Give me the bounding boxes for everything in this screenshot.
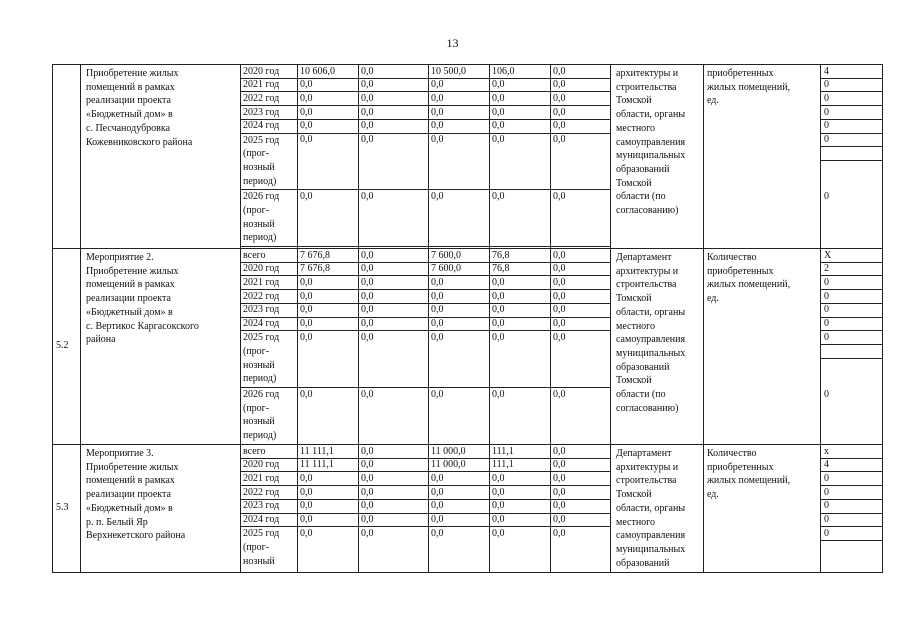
year-label: 2021 год (243, 276, 280, 288)
value-cell: 11 000,0 (431, 445, 466, 457)
value-cell: 0,0 (300, 500, 313, 512)
year-label-line: (прог- (243, 402, 270, 414)
indicator-row-border (820, 513, 883, 514)
value-cell: 0,0 (431, 120, 444, 132)
value-cell: 0,0 (492, 500, 505, 512)
value-cell: 0,0 (553, 527, 566, 539)
value-cell: 0,0 (361, 79, 374, 91)
section-number: 5.3 (56, 502, 69, 513)
indicator-value: 0 (824, 304, 829, 316)
year-label-line: 2026 год (243, 389, 280, 400)
measure-title-line: реализации проекта (86, 489, 171, 501)
value-cell: 0,0 (431, 472, 444, 484)
indicator-row-border (820, 160, 883, 161)
year-label-line: 2025 год (243, 528, 280, 540)
indicator-value: 2 (824, 263, 829, 275)
indicator-value: x (824, 445, 829, 457)
measure-title-line: реализации проекта (86, 293, 171, 305)
value-cell: 0,0 (492, 190, 505, 202)
measure-title-line: с. Вертикос Каргасокского (86, 320, 199, 332)
measure-title-line: Приобретение жилых (86, 68, 179, 79)
value-cell: 0,0 (361, 92, 374, 104)
value-cell: 0,0 (553, 445, 566, 457)
value-cell: 0,0 (300, 514, 313, 525)
value-cell: 0,0 (431, 486, 444, 498)
value-cell: 0,0 (492, 79, 505, 91)
value-cell: 0,0 (553, 514, 566, 525)
column-border (610, 64, 611, 572)
year-label-line: период) (243, 373, 277, 385)
year-label: 2023 год (243, 500, 280, 512)
value-cell: 10 606,0 (300, 65, 335, 77)
indicator-row-border (820, 317, 883, 318)
indicator-row-border (820, 262, 883, 263)
measure-title-line: «Бюджетный дом» в (86, 502, 173, 514)
indicator-row-border (820, 146, 883, 147)
value-cell: 0,0 (300, 79, 313, 91)
value-cell: 7 676,8 (300, 263, 330, 275)
value-cell: 0,0 (300, 134, 313, 145)
value-cell: 0,0 (431, 388, 444, 400)
indicator-value: 0 (824, 472, 829, 484)
value-cell: 0,0 (300, 388, 313, 400)
indicator-row-border (820, 78, 883, 79)
executor-line: области, органы (616, 109, 686, 121)
value-cell: 0,0 (300, 331, 313, 343)
column-border (550, 64, 551, 572)
indicator-value: 0 (824, 486, 829, 498)
executor-line: самоуправления (616, 136, 686, 148)
value-cell: 0,0 (492, 318, 505, 329)
indicator-value: 0 (824, 79, 829, 91)
executor-line: архитектуры и (616, 461, 679, 473)
year-label: 2021 год (243, 472, 280, 484)
indicator-value: 0 (824, 92, 829, 104)
table-bottom-border (52, 572, 883, 573)
value-cell: 0,0 (431, 500, 444, 512)
executor-line: Департамент (616, 448, 672, 459)
executor-line: Томской (616, 95, 652, 107)
measure-title-line: р. п. Белый Яр (86, 516, 148, 528)
year-label-line: 2026 год (243, 191, 280, 203)
year-label: всего (243, 445, 266, 457)
value-cell: 0,0 (361, 331, 374, 343)
measure-title-line: Мероприятие 3. (86, 448, 154, 459)
indicator-value: 0 (824, 190, 829, 202)
value-cell: 0,0 (553, 120, 566, 132)
measure-title-line: района (86, 334, 116, 346)
executor-line: Томской (616, 293, 652, 305)
value-cell: 0,0 (492, 388, 505, 400)
executor-line: согласованию) (616, 205, 679, 216)
value-cell: 111,1 (492, 445, 514, 457)
indicator-row-border (820, 358, 883, 359)
value-cell: 11 111,1 (300, 459, 334, 471)
value-cell: 0,0 (361, 134, 374, 145)
year-label-line: (прог- (243, 148, 270, 160)
year-label: 2021 год (243, 79, 280, 91)
value-cell: 7 676,8 (300, 249, 330, 261)
value-cell: 0,0 (361, 514, 374, 525)
value-cell: 0,0 (492, 134, 505, 145)
value-cell: 0,0 (300, 276, 313, 288)
indicator-value: 0 (824, 514, 829, 525)
table-top-border (52, 64, 883, 65)
value-cell: 0,0 (361, 290, 374, 302)
executor-line: области (по (616, 389, 666, 400)
indicator-value: 0 (824, 276, 829, 288)
indicator-value: 0 (824, 290, 829, 302)
indicator-value: 0 (824, 106, 829, 118)
measure-title-line: «Бюджетный дом» в (86, 306, 173, 318)
column-border (489, 64, 490, 572)
value-cell: 0,0 (361, 500, 374, 512)
year-label-line: нозный (243, 416, 275, 428)
indicator-row-border (820, 119, 883, 120)
executor-line: самоуправления (616, 530, 686, 542)
value-cell: 76,8 (492, 263, 510, 275)
value-cell: 0,0 (492, 276, 505, 288)
value-cell: 10 500,0 (431, 65, 466, 77)
indicator-row-border (820, 91, 883, 92)
indicator-name-line: ед. (707, 95, 719, 107)
column-border (52, 64, 53, 572)
value-cell: 106,0 (492, 65, 515, 77)
value-cell: 111,1 (492, 459, 514, 471)
value-cell: 0,0 (300, 304, 313, 316)
value-cell: 0,0 (492, 331, 505, 343)
indicator-row-border (820, 485, 883, 486)
indicator-row-border (820, 275, 883, 276)
value-cell: 0,0 (361, 486, 374, 498)
executor-line: архитектуры и (616, 68, 679, 79)
measure-title-line: реализации проекта (86, 95, 171, 107)
indicator-name-line: Количество (707, 252, 757, 263)
column-border (80, 64, 81, 572)
value-cell: 0,0 (431, 527, 444, 539)
value-cell: 0,0 (431, 331, 444, 343)
value-cell: 0,0 (361, 459, 374, 471)
value-cell: 0,0 (300, 486, 313, 498)
value-cell: 0,0 (361, 318, 374, 329)
measure-title-line: Верхнекетского района (86, 530, 186, 542)
year-label-line: период) (243, 232, 277, 244)
value-cell: 7 600,0 (431, 249, 461, 261)
value-cell: 0,0 (431, 190, 444, 202)
year-label-line: (прог- (243, 205, 270, 216)
value-cell: 0,0 (553, 486, 566, 498)
executor-line: области, органы (616, 502, 686, 514)
value-cell: 0,0 (431, 106, 444, 118)
year-label: 2022 год (243, 92, 280, 104)
indicator-value: 0 (824, 527, 829, 539)
measure-title-line: с. Песчанодубровка (86, 122, 171, 134)
indicator-name-line: ед. (707, 489, 719, 501)
value-cell: 0,0 (553, 92, 566, 104)
value-cell: 0,0 (361, 304, 374, 316)
indicator-name-line: приобретенных (707, 461, 774, 473)
indicator-name-line: приобретенных (707, 68, 774, 79)
value-cell: 0,0 (361, 263, 374, 275)
indicator-row-border (820, 499, 883, 500)
executor-line: Томской (616, 489, 652, 501)
year-label: 2022 год (243, 290, 280, 302)
executor-line: местного (616, 122, 656, 134)
value-cell: 0,0 (553, 106, 566, 118)
year-label-line: (прог- (243, 541, 270, 553)
row-border (240, 246, 610, 247)
indicator-name-line: ед. (707, 293, 719, 305)
executor-line: местного (616, 516, 656, 528)
value-cell: 0,0 (361, 249, 374, 261)
executor-line: Томской (616, 177, 652, 189)
indicator-value: 0 (824, 331, 829, 343)
executor-line: муниципальных (616, 543, 686, 555)
executor-line: местного (616, 320, 656, 332)
indicator-value: 4 (824, 459, 829, 471)
section-number: 5.2 (56, 340, 69, 351)
value-cell: 0,0 (492, 472, 505, 484)
value-cell: 0,0 (553, 249, 566, 261)
year-label-line: 2025 год (243, 134, 280, 146)
value-cell: 0,0 (361, 276, 374, 288)
executor-line: Томской (616, 375, 652, 387)
executor-line: образований (616, 163, 670, 175)
column-border (882, 64, 883, 572)
value-cell: 0,0 (361, 65, 374, 77)
indicator-name-line: жилых помещений, (707, 81, 791, 93)
value-cell: 0,0 (553, 290, 566, 302)
value-cell: 11 000,0 (431, 459, 466, 471)
measure-title-line: Кожевниковского района (86, 136, 193, 148)
value-cell: 0,0 (553, 331, 566, 343)
year-label: 2023 год (243, 106, 280, 118)
value-cell: 0,0 (300, 318, 313, 329)
year-label: 2024 год (243, 120, 280, 132)
value-cell: 0,0 (361, 527, 374, 539)
column-border (820, 64, 821, 572)
year-label-line: нозный (243, 555, 275, 567)
column-border (358, 64, 359, 572)
page-number: 13 (446, 36, 459, 50)
value-cell: 0,0 (492, 120, 505, 132)
indicator-row-border (820, 344, 883, 345)
indicator-name-line: приобретенных (707, 265, 774, 277)
value-cell: 0,0 (553, 79, 566, 91)
value-cell: 0,0 (492, 304, 505, 316)
value-cell: 0,0 (431, 134, 444, 145)
measure-title-line: Приобретение жилых (86, 461, 179, 473)
executor-line: самоуправления (616, 334, 686, 346)
value-cell: 0,0 (300, 106, 313, 118)
year-label: 2020 год (243, 263, 280, 275)
section-border (52, 444, 883, 445)
indicator-value: 4 (824, 65, 829, 77)
year-label: всего (243, 249, 266, 261)
indicator-row-border (820, 526, 883, 527)
executor-line: строительства (616, 279, 677, 291)
value-cell: 0,0 (431, 304, 444, 316)
value-cell: 0,0 (431, 92, 444, 104)
executor-line: Департамент (616, 252, 672, 263)
indicator-row-border (820, 458, 883, 459)
executor-line: согласованию) (616, 402, 679, 414)
year-label: 2020 год (243, 459, 280, 471)
executor-line: строительства (616, 475, 677, 487)
year-label: 2020 год (243, 65, 280, 77)
value-cell: 0,0 (553, 318, 566, 329)
column-border (428, 64, 429, 572)
value-cell: 0,0 (553, 190, 566, 202)
value-cell: 0,0 (492, 290, 505, 302)
value-cell: 0,0 (361, 190, 374, 202)
measure-title-line: помещений в рамках (86, 279, 175, 291)
executor-line: области, органы (616, 306, 686, 318)
executor-line: муниципальных (616, 150, 686, 162)
year-label-line: 2025 год (243, 332, 280, 344)
value-cell: 0,0 (492, 106, 505, 118)
measure-title-line: помещений в рамках (86, 81, 175, 93)
indicator-row-border (820, 105, 883, 106)
value-cell: 0,0 (431, 79, 444, 91)
indicator-row-border (820, 133, 883, 134)
measure-title-line: Мероприятие 2. (86, 252, 154, 263)
indicator-row-border (820, 540, 883, 541)
year-label-line: период) (243, 430, 277, 442)
value-cell: 0,0 (492, 527, 505, 539)
value-cell: 0,0 (492, 514, 505, 525)
indicator-name-line: Количество (707, 448, 757, 459)
value-cell: 76,8 (492, 249, 510, 261)
year-label-line: нозный (243, 161, 275, 173)
executor-line: образований (616, 557, 670, 569)
indicator-value: 0 (824, 134, 829, 145)
value-cell: 0,0 (300, 120, 313, 132)
executor-line: строительства (616, 81, 677, 93)
value-cell: 0,0 (553, 472, 566, 484)
value-cell: 0,0 (492, 92, 505, 104)
indicator-value: 0 (824, 318, 829, 329)
indicator-value: X (824, 249, 832, 261)
value-cell: 0,0 (300, 190, 313, 202)
executor-line: области (по (616, 191, 666, 203)
value-cell: 0,0 (431, 290, 444, 302)
indicator-value: 0 (824, 120, 829, 132)
indicator-row-border (820, 471, 883, 472)
column-border (703, 64, 704, 572)
value-cell: 0,0 (553, 500, 566, 512)
value-cell: 0,0 (553, 134, 566, 145)
indicator-row-border (820, 303, 883, 304)
column-border (240, 64, 241, 572)
value-cell: 0,0 (361, 106, 374, 118)
value-cell: 0,0 (553, 388, 566, 400)
value-cell: 0,0 (431, 514, 444, 525)
value-cell: 0,0 (553, 65, 566, 77)
value-cell: 0,0 (300, 527, 313, 539)
value-cell: 7 600,0 (431, 263, 461, 275)
indicator-name-line: жилых помещений, (707, 475, 791, 487)
value-cell: 0,0 (553, 276, 566, 288)
value-cell: 0,0 (492, 486, 505, 498)
value-cell: 0,0 (361, 445, 374, 457)
value-cell: 0,0 (431, 318, 444, 329)
value-cell: 0,0 (361, 472, 374, 484)
year-label-line: нозный (243, 218, 275, 230)
indicator-value: 0 (824, 388, 829, 400)
measure-title-line: Приобретение жилых (86, 265, 179, 277)
indicator-row-border (820, 330, 883, 331)
value-cell: 0,0 (361, 120, 374, 132)
year-label-line: период) (243, 175, 277, 187)
measure-title-line: помещений в рамках (86, 475, 175, 487)
value-cell: 0,0 (431, 276, 444, 288)
value-cell: 0,0 (300, 92, 313, 104)
measure-title-line: «Бюджетный дом» в (86, 109, 173, 121)
executor-line: муниципальных (616, 347, 686, 359)
column-border (297, 64, 298, 572)
indicator-value: 0 (824, 500, 829, 512)
year-label: 2024 год (243, 318, 280, 329)
value-cell: 0,0 (361, 388, 374, 400)
value-cell: 0,0 (553, 459, 566, 471)
year-label: 2024 год (243, 514, 280, 525)
indicator-name-line: жилых помещений, (707, 279, 791, 291)
executor-line: образований (616, 361, 670, 373)
executor-line: архитектуры и (616, 265, 679, 277)
year-label: 2023 год (243, 304, 280, 316)
year-label: 2022 год (243, 486, 280, 498)
value-cell: 0,0 (553, 263, 566, 275)
value-cell: 11 111,1 (300, 445, 334, 457)
value-cell: 0,0 (300, 290, 313, 302)
year-label-line: (прог- (243, 345, 270, 357)
section-border (52, 248, 883, 249)
indicator-row-border (820, 289, 883, 290)
year-label-line: нозный (243, 359, 275, 371)
value-cell: 0,0 (553, 304, 566, 316)
value-cell: 0,0 (300, 472, 313, 484)
